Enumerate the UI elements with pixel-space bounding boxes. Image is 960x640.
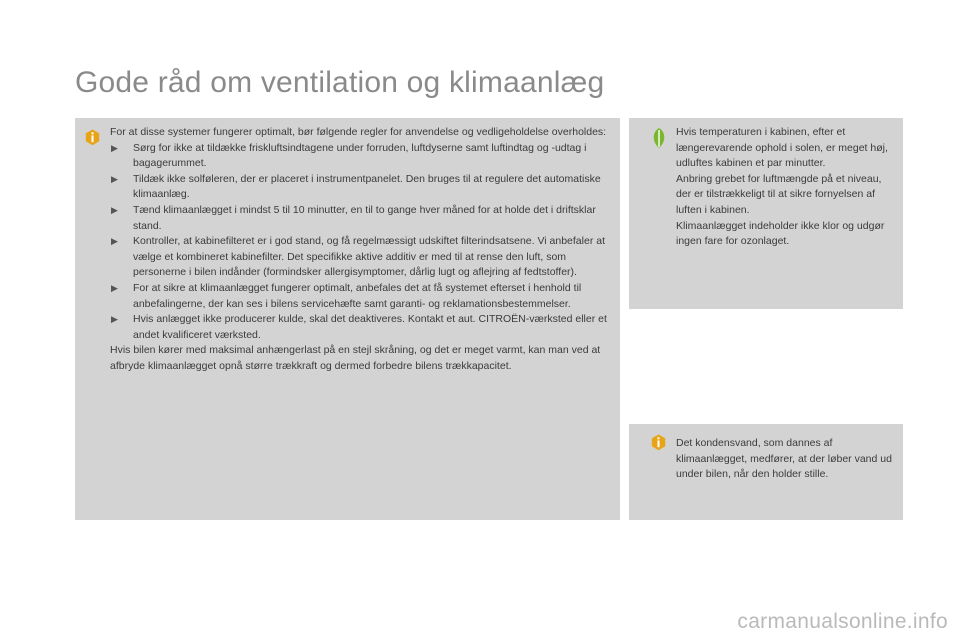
eco-paragraph-2: Anbring grebet for luftmængde på et niveau, der er tilstrækkeligt til at sikre fornyelsen af luften i kabinen. <box>676 172 882 216</box>
advice-list <box>110 141 610 344</box>
list-item: ▶ Tænd klimaanlægget i mindst 5 til 10 minutter, en til to gange hver måned for at holde det i driftsklar stand. <box>111 203 596 232</box>
main-box-text <box>110 125 610 375</box>
condensation-note-box <box>629 424 903 520</box>
leaf-icon <box>651 127 667 149</box>
watermark: carmanualsonline.info <box>737 610 948 633</box>
list-item: ▶ Tildæk ikke solføleren, der er placeret i instrumentpanelet. Den bruges til at regulere det automatiske klimaanlæg. <box>111 172 601 201</box>
list-item: ▶ For at sikre at klimaanlægget fungerer optimalt, anbefales det at få systemet efterset i henhold til anbefalingerne, der kan ses i bilens servicehæfte samt garanti- og reklamationsbestemmelser. <box>111 281 582 310</box>
eco-tip-text <box>676 125 898 250</box>
list-item: ▶ Sørg for ikke at tildække friskluftsindtagene under forruden, luftdyserne samt luftindtag og -udtag i bagagerummet. <box>111 141 587 170</box>
info-icon <box>85 129 100 146</box>
bullet-icon: ▶ <box>111 142 118 153</box>
intro-text: For at disse systemer fungerer optimalt, bør følgende regler for anvendelse og vedligeholdelse overholdes: <box>110 126 607 138</box>
eco-paragraph-1: Hvis temperaturen i kabinen, efter et længerevarende ophold i solen, er meget høj, udluftes kabinen et par minutter. <box>676 126 888 170</box>
bullet-icon: ▶ <box>111 236 118 247</box>
bullet-icon: ▶ <box>111 282 118 293</box>
bullet-icon: ▶ <box>111 314 118 325</box>
outro-text: Hvis bilen kører med maksimal anhængerlast på en stejl skråning, og det er meget varmt, kan man ved at afbryde klimaanlægget opnå større trækkraft og dermed forbedre bilens trækkapacitet. <box>110 344 601 372</box>
page-title: Gode råd om ventilation og klimaanlæg <box>75 66 605 99</box>
eco-paragraph-3: Klimaanlægget indeholder ikke klor og udgør ingen fare for ozonlaget. <box>676 219 885 248</box>
bullet-icon: ▶ <box>111 204 118 215</box>
eco-tip-box <box>629 118 903 309</box>
info-icon <box>651 434 666 451</box>
list-item: ▶ Hvis anlægget ikke producerer kulde, skal det deaktiveres. Kontakt et aut. CITROËN-værksted eller et andet kvalificeret værksted. <box>111 313 607 341</box>
bullet-icon: ▶ <box>111 173 118 184</box>
list-item: ▶ Kontroller, at kabinefilteret er i god stand, og få regelmæssigt udskiftet filterindsatsene. Vi anbefaler at vælge et kombineret kabinefilter. Det specifikke aktive additiv er med til at rense den luft, som personerne i bilen indånder (formindsker allergisymptomer, dårlig lugt og aflejring af fedtstoffer). <box>111 235 605 279</box>
condensation-text: Det kondensvand, som dannes af klimaanlægget, medfører, at der løber vand ud under bilen, når den holder stille. <box>676 437 892 481</box>
ventilation-advice-box <box>75 118 620 520</box>
